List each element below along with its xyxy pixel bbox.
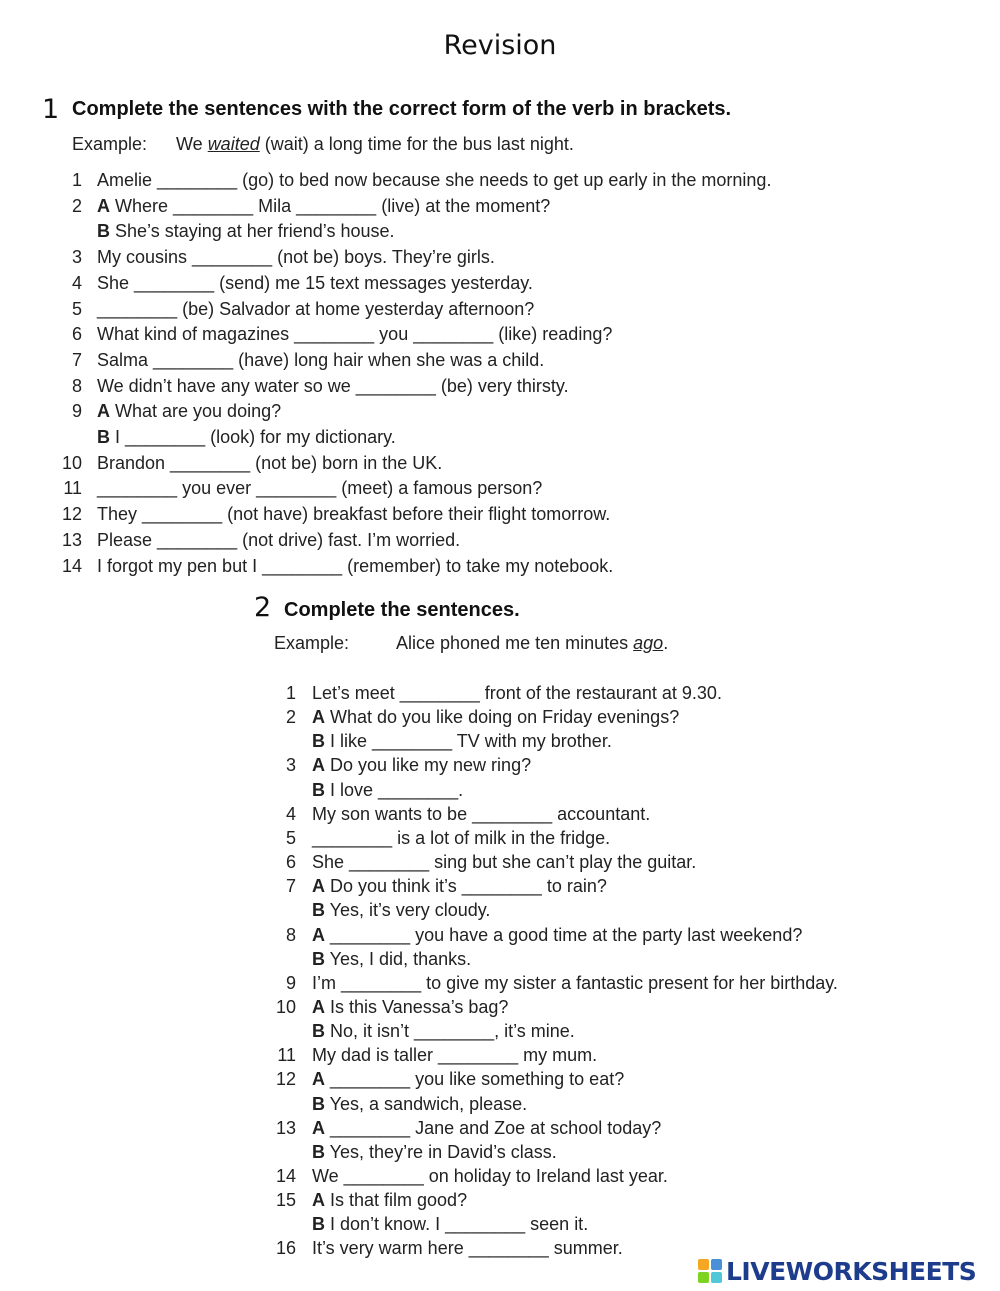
exercise-item [270, 996, 970, 1018]
exercise-item [270, 803, 970, 825]
item-text-wrap [97, 272, 533, 294]
item-text: ________ you have a good time at the party last weekend? [325, 924, 803, 945]
logo-square [711, 1272, 722, 1283]
exercise-item [270, 779, 970, 801]
exercise-item [62, 272, 922, 294]
exercise-item [62, 555, 922, 577]
item-text: Yes, a sandwich, please. [325, 1093, 528, 1114]
item-text: Yes, it’s very cloudy. [325, 900, 491, 921]
item-number: 7 [71, 349, 82, 370]
exercise-item [270, 851, 970, 873]
item-text: I’m ________ to give my sister a fantastic present for her birthday. [312, 972, 838, 993]
section-1-example [72, 134, 574, 155]
speaker-label: A [97, 401, 110, 422]
item-number: 3 [285, 755, 296, 776]
section-2-example [274, 633, 668, 654]
speaker-label: A [312, 924, 325, 945]
item-number: 14 [62, 555, 83, 576]
item-number: 10 [62, 452, 83, 473]
exercise-item [62, 349, 922, 371]
exercise-item [270, 1189, 970, 1211]
speaker-label: B [312, 948, 325, 969]
exercise-item [270, 730, 970, 752]
item-text: Salma ________ (have) long hair when she was a child. [97, 349, 545, 370]
item-number: 5 [71, 298, 82, 319]
item-text-wrap [312, 1237, 623, 1259]
exercise-item [62, 503, 922, 525]
item-text: I ________ (look) for my dictionary. [110, 427, 396, 447]
item-text-wrap [97, 555, 613, 577]
speaker-label: B [312, 1214, 325, 1235]
exercise-item [270, 899, 970, 921]
item-text-wrap [312, 899, 490, 921]
item-text: Where ________ Mila ________ (live) at the moment? [110, 195, 551, 216]
example-before: Alice phoned me ten minutes [396, 633, 634, 653]
item-number: 9 [71, 401, 82, 422]
item-text: She ________ sing but she can’t play the guitar. [312, 852, 697, 873]
item-text: Is this Vanessa’s bag? [325, 996, 509, 1017]
example-label: Example: [274, 633, 350, 653]
item-text-wrap [312, 1020, 575, 1042]
speaker-label: B [312, 731, 325, 752]
item-text: ________ you ever ________ (meet) a famous person? [97, 478, 543, 499]
item-text: What kind of magazines ________ you ________ (like) reading? [97, 324, 613, 345]
item-text-wrap [312, 779, 463, 801]
item-text-wrap [312, 851, 696, 873]
speaker-label: A [312, 1069, 325, 1090]
section-2-heading: Complete the sentences. [284, 599, 520, 621]
item-text-wrap [312, 1189, 467, 1211]
item-text-wrap [312, 1165, 668, 1187]
exercise-item [62, 220, 922, 242]
exercise-item [62, 400, 922, 422]
item-number: 12 [62, 504, 83, 525]
exercise-item [270, 1044, 970, 1066]
exercise-item [62, 426, 922, 448]
item-number: 4 [285, 803, 296, 824]
item-text-wrap [97, 529, 460, 551]
item-text-wrap [312, 1068, 624, 1090]
exercise-item [62, 195, 922, 217]
item-text: It’s very warm here ________ summer. [312, 1238, 623, 1259]
item-text: Let’s meet ________ front of the restaurant at 9.30. [312, 683, 722, 703]
item-number: 8 [71, 375, 82, 396]
speaker-label: A [312, 707, 325, 728]
item-text: Please ________ (not drive) fast. I’m worried. [97, 529, 461, 550]
exercise-item [62, 452, 922, 474]
item-number: 15 [275, 1190, 296, 1211]
item-text-wrap [312, 1093, 527, 1115]
item-text-wrap [312, 827, 610, 849]
exercise-item [62, 529, 922, 551]
speaker-label: B [97, 221, 110, 242]
exercise-item [62, 298, 922, 320]
item-number: 10 [275, 996, 296, 1017]
item-text: We didn’t have any water so we ________ (be) very thirsty. [97, 375, 569, 396]
item-text-wrap [97, 220, 395, 242]
item-text: I love ________. [325, 779, 464, 800]
speaker-label: A [312, 876, 325, 897]
item-number: 6 [71, 324, 82, 345]
item-text: We ________ on holiday to Ireland last year. [312, 1166, 668, 1186]
item-text-wrap [312, 682, 722, 704]
item-text-wrap [97, 503, 610, 525]
item-text-wrap [312, 754, 531, 776]
item-text-wrap [97, 323, 612, 345]
item-text: Do you like my new ring? [325, 755, 532, 776]
liveworksheets-logo [698, 1256, 976, 1286]
example-label: Example: [72, 134, 148, 154]
item-text: They ________ (not have) breakfast before their flight tomorrow. [97, 504, 611, 525]
item-text-wrap [97, 426, 396, 448]
item-text-wrap [312, 924, 802, 946]
item-number: 16 [275, 1238, 296, 1259]
item-text: Brandon ________ (not be) born in the UK. [97, 452, 443, 473]
item-number: 13 [62, 529, 83, 550]
exercise-item [270, 948, 970, 970]
item-number: 2 [71, 195, 82, 216]
item-text: No, it isn’t ________, it’s mine. [325, 1021, 575, 1042]
item-text: She’s staying at her friend’s house. [110, 221, 395, 242]
item-text-wrap [312, 730, 612, 752]
exercise-item [62, 323, 922, 345]
item-text-wrap [97, 169, 771, 191]
exercise-item [270, 924, 970, 946]
exercise-item [270, 682, 970, 704]
exercise-item [270, 1068, 970, 1090]
item-number: 11 [63, 478, 82, 499]
item-text: Yes, I did, thanks. [325, 948, 472, 969]
item-text-wrap [97, 298, 534, 320]
item-number: 1 [71, 170, 82, 190]
item-text-wrap [97, 349, 544, 371]
exercise-item [270, 1117, 970, 1139]
speaker-label: B [312, 900, 325, 921]
item-text-wrap [312, 875, 607, 897]
exercise-item [62, 169, 922, 191]
item-text-wrap [97, 375, 569, 397]
item-text-wrap [312, 1213, 588, 1235]
logo-square [711, 1259, 722, 1270]
page-title: Revision [443, 30, 557, 61]
item-text-wrap [312, 972, 838, 994]
speaker-label: B [312, 779, 325, 800]
item-text: What are you doing? [110, 401, 282, 422]
item-text: My cousins ________ (not be) boys. They’re girls. [97, 247, 495, 268]
exercise-item [270, 1020, 970, 1042]
logo-square [698, 1259, 709, 1270]
speaker-label: A [312, 996, 325, 1017]
speaker-label: B [312, 1093, 325, 1114]
liveworksheets-logo-icon [698, 1259, 722, 1283]
item-text: My son wants to be ________ accountant. [312, 803, 651, 824]
exercise-item [270, 706, 970, 728]
item-text-wrap [312, 706, 679, 728]
item-number: 11 [277, 1045, 296, 1066]
item-text: Amelie ________ (go) to bed now because she needs to get up early in the morning. [97, 170, 772, 190]
exercise-item [270, 1093, 970, 1115]
item-text: I forgot my pen but I ________ (remember) to take my notebook. [97, 555, 614, 576]
item-text: ________ is a lot of milk in the fridge. [312, 827, 611, 848]
item-text-wrap [312, 948, 471, 970]
speaker-label: A [312, 1190, 325, 1211]
item-number: 12 [275, 1069, 296, 1090]
item-text-wrap [97, 246, 495, 268]
item-text: Do you think it’s ________ to rain? [325, 876, 607, 897]
example-answer: ago [633, 633, 664, 653]
item-number: 9 [285, 972, 296, 993]
item-text-wrap [97, 195, 550, 217]
speaker-label: B [312, 1141, 325, 1162]
item-text: ________ (be) Salvador at home yesterday afternoon? [97, 298, 535, 319]
exercise-item [270, 972, 970, 994]
item-text: ________ you like something to eat? [325, 1069, 625, 1090]
example-answer: waited [207, 134, 260, 154]
exercise-item [270, 1165, 970, 1187]
item-number: 13 [275, 1117, 296, 1138]
item-text: My dad is taller ________ my mum. [312, 1045, 598, 1066]
item-number: 7 [285, 876, 296, 897]
section-2-number: 2 [254, 592, 272, 623]
logo-text: LIVEWORKSHEETS [726, 1256, 977, 1286]
item-text: What do you like doing on Friday evenings? [325, 707, 680, 728]
speaker-label: B [312, 1021, 325, 1042]
section-1-number: 1 [42, 94, 60, 125]
logo-square [698, 1272, 709, 1283]
item-text: She ________ (send) me 15 text messages yesterday. [97, 272, 533, 293]
item-number: 8 [285, 924, 296, 945]
item-text-wrap [97, 400, 281, 422]
item-text-wrap [312, 803, 650, 825]
item-text: I like ________ TV with my brother. [325, 731, 612, 752]
item-text-wrap [312, 1141, 557, 1163]
item-text-wrap [97, 452, 442, 474]
item-text-wrap [312, 1044, 597, 1066]
exercise-item [270, 875, 970, 897]
exercise-item [270, 1141, 970, 1163]
exercise-item [62, 375, 922, 397]
exercise-item [270, 827, 970, 849]
exercise-item [270, 754, 970, 776]
item-number: 6 [285, 852, 296, 873]
item-text: ________ Jane and Zoe at school today? [325, 1117, 662, 1138]
section-1-heading: Complete the sentences with the correct form of the verb in brackets. [72, 98, 732, 120]
item-text-wrap [97, 477, 542, 499]
item-text: Is that film good? [325, 1190, 468, 1211]
speaker-label: A [97, 195, 110, 216]
item-number: 5 [285, 827, 296, 848]
item-text: I don’t know. I ________ seen it. [325, 1214, 589, 1235]
speaker-label: A [312, 1117, 325, 1138]
item-text-wrap [312, 1117, 661, 1139]
exercise-item [270, 1213, 970, 1235]
item-number: 2 [285, 707, 296, 728]
item-number: 4 [71, 272, 82, 293]
item-number: 14 [275, 1166, 296, 1186]
exercise-item [62, 246, 922, 268]
example-after: (wait) a long time for the bus last night. [259, 134, 574, 154]
item-text: Yes, they’re in David’s class. [325, 1141, 557, 1162]
speaker-label: B [97, 427, 110, 447]
exercise-item [62, 477, 922, 499]
example-before: We [176, 134, 208, 154]
item-number: 3 [71, 247, 82, 268]
item-text-wrap [312, 996, 508, 1018]
example-after: . [663, 633, 669, 653]
item-number: 1 [285, 683, 296, 703]
speaker-label: A [312, 755, 325, 776]
